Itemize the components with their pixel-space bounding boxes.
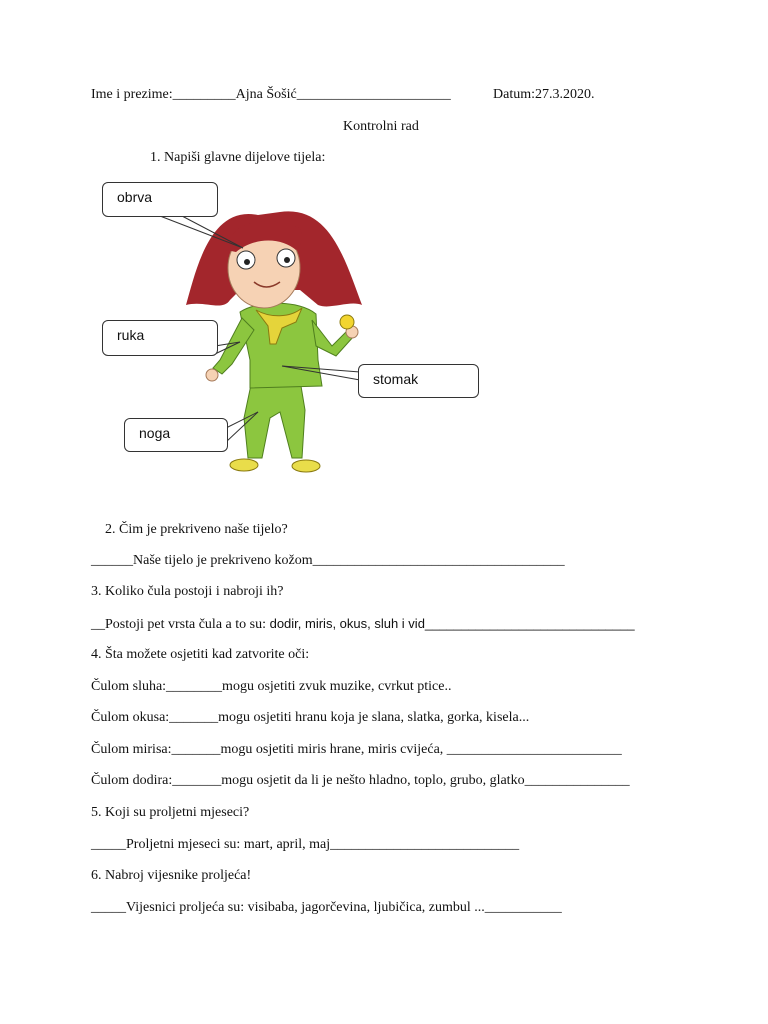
label-ruka[interactable]: ruka [102,320,218,356]
name-label: Ime i prezime: [91,87,173,102]
page-title: Kontrolni rad [343,119,419,134]
answer-6[interactable]: _____Vijesnici proljeća su: visibaba, jagorčevina, ljubičica, zumbul ...___________ [91,900,562,915]
question-3: 3. Koliko čula postoji i nabroji ih? [91,584,284,599]
label-stomak[interactable]: stomak [358,364,479,398]
right-shoe [292,460,320,472]
left-shoe [230,459,258,471]
question-5: 5. Koji su proljetni mjeseci? [91,805,250,820]
answer-4-miris[interactable]: Čulom mirisa:_______mogu osjetiti miris hrane, miris cvijeća, _________________________ [91,742,622,757]
question-2: 2. Čim je prekriveno naše tijelo? [105,522,288,537]
date-label: Datum: [493,87,535,102]
answer-3[interactable] [91,615,635,634]
name-field[interactable]: _________Ajna Šošić______________________ [172,87,451,102]
answer-4-sluh[interactable]: Čulom sluha:________mogu osjetiti zvuk muzike, cvrkut ptice.. [91,679,452,694]
date-value: 27.3.2020. [535,87,595,102]
label-noga[interactable]: noga [124,418,228,452]
question-4: 4. Šta možete osjetiti kad zatvorite oči: [91,647,310,662]
pants [244,380,305,458]
answer-2[interactable]: ______Naše tijelo je prekriveno kožom____________________________________ [91,553,565,568]
answer-5[interactable]: _____Proljetni mjeseci su: mart, april, maj___________________________ [91,837,520,852]
yellow-ball [340,315,354,329]
question-6: 6. Nabroj vijesnike proljeća! [91,868,252,883]
label-obrva[interactable]: obrva [102,182,218,217]
answer-3-lead: __Postoji pet vrsta čula a to su: [91,617,266,632]
answer-4-dodir[interactable]: Čulom dodira:_______mogu osjetit da li je nešto hladno, toplo, grubo, glatko_______________ [91,773,630,788]
answer-4-okus[interactable]: Čulom okusa:_______mogu osjetiti hranu koja je slana, slatka, gorka, kisela... [91,710,530,725]
answer-3-rest: dodir, miris, okus, sluh i vid_____________________________ [265,616,635,631]
question-1: 1. Napiši glavne dijelove tijela: [150,150,326,165]
left-hand [206,369,218,381]
